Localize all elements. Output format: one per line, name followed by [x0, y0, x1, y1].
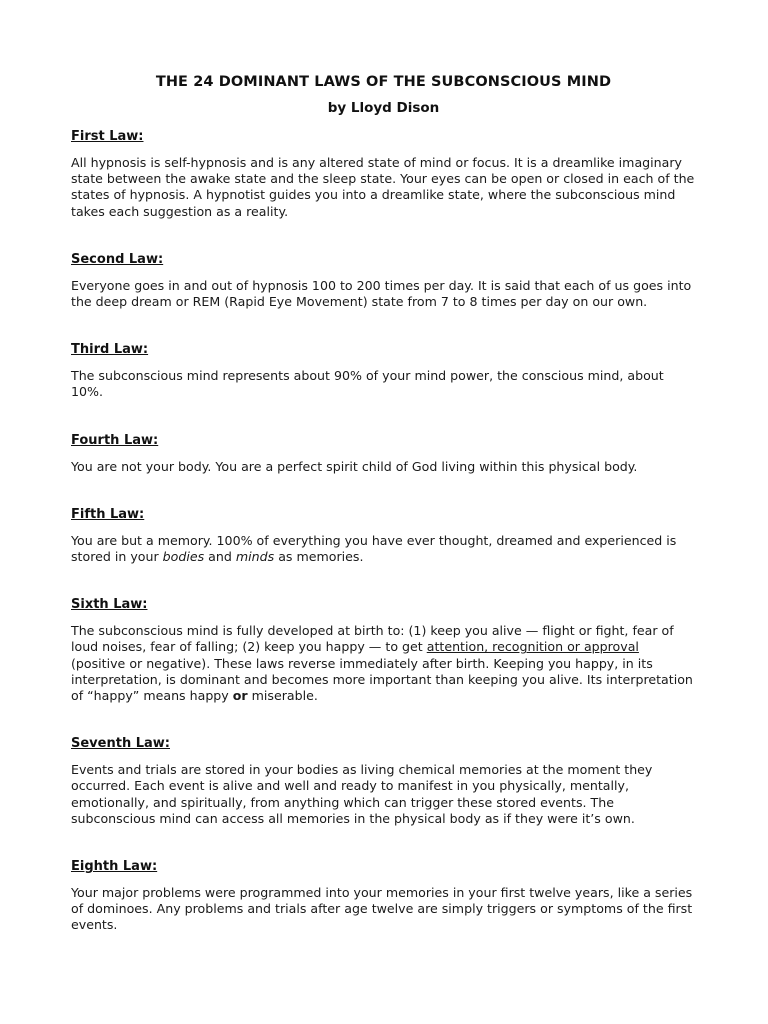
law-body: All hypnosis is self-hypnosis and is any altered state of mind or focus. It is a dreamlike imaginary state between the awake state and the sleep state. Your eyes can be open or closed in each of the states of hypnosis. A hypnotist guides you into a dreamlike state, where the subconscious mind takes each suggestion as a reality.: [71, 155, 695, 219]
law-heading: Sixth Law:: [71, 597, 148, 613]
law-heading: Third Law:: [71, 342, 149, 358]
law-4: [71, 433, 696, 475]
law-body-text: as memories.: [274, 549, 364, 565]
law-body-text: and: [204, 549, 236, 565]
law-body: [71, 623, 696, 704]
law-3: [71, 342, 696, 400]
law-body: The subconscious mind represents about 90% of your mind power, the conscious mind, about 10%.: [71, 368, 664, 400]
law-body-bold: or: [232, 688, 248, 704]
document-title: THE 24 DOMINANT LAWS OF THE SUBCONSCIOUS MIND: [155, 74, 612, 90]
law-heading: Eighth Law:: [71, 859, 158, 875]
law-body-emphasis: bodies: [162, 549, 205, 565]
law-body-emphasis: minds: [235, 549, 275, 565]
law-heading: Seventh Law:: [71, 736, 170, 752]
law-body: You are not your body. You are a perfect spirit child of God living within this physical body.: [71, 458, 638, 474]
law-heading: Second Law:: [71, 251, 164, 267]
law-body-text: miserable.: [247, 688, 318, 704]
law-body-text: The subconscious mind is fully developed at birth to: (1) keep you alive — flight or fight, fear of loud noises, fear of falling; (2) keep you happy — to get: [71, 623, 674, 655]
law-6: [71, 597, 696, 704]
law-body: Events and trials are stored in your bodies as living chemical memories at the moment they occurred. Each event is alive and well and ready to manifest in you physically, mentally, emotionally, and spiritually, from anything which can trigger these stored events. The subconscious mind can access all memories in the physical body as if they were it’s own.: [71, 762, 653, 826]
law-body-text: (positive or negative). These laws reverse immediately after birth. Keeping you happy, in its interpretation, is dominant and becomes more important than keeping you alive. Its interpretation of “happy” means happy: [71, 655, 693, 704]
law-5: [71, 507, 696, 565]
law-7: [71, 736, 696, 827]
document-byline: by Lloyd Dison: [327, 100, 440, 116]
law-body: Everyone goes in and out of hypnosis 100 to 200 times per day. It is said that each of us goes into the deep dream or REM (Rapid Eye Movement) state from 7 to 8 times per day on our own.: [71, 277, 692, 310]
law-heading: Fourth Law:: [71, 432, 159, 448]
law-body-text: You are but a memory. 100% of everything you have ever thought, dreamed and experienced is stored in your: [71, 532, 677, 565]
law-2: [71, 252, 696, 310]
law-body-underlined: attention, recognition or approval: [426, 639, 639, 655]
law-body: [71, 533, 696, 565]
law-8: [71, 859, 696, 934]
law-heading: Fifth Law:: [71, 506, 145, 522]
law-1: [71, 129, 696, 220]
law-body: Your major problems were programmed into your memories in your first twelve years, like a series of dominoes. Any problems and trials after age twelve are simply triggers or symptoms of the first events.: [71, 885, 693, 933]
law-heading: First Law:: [71, 129, 144, 144]
